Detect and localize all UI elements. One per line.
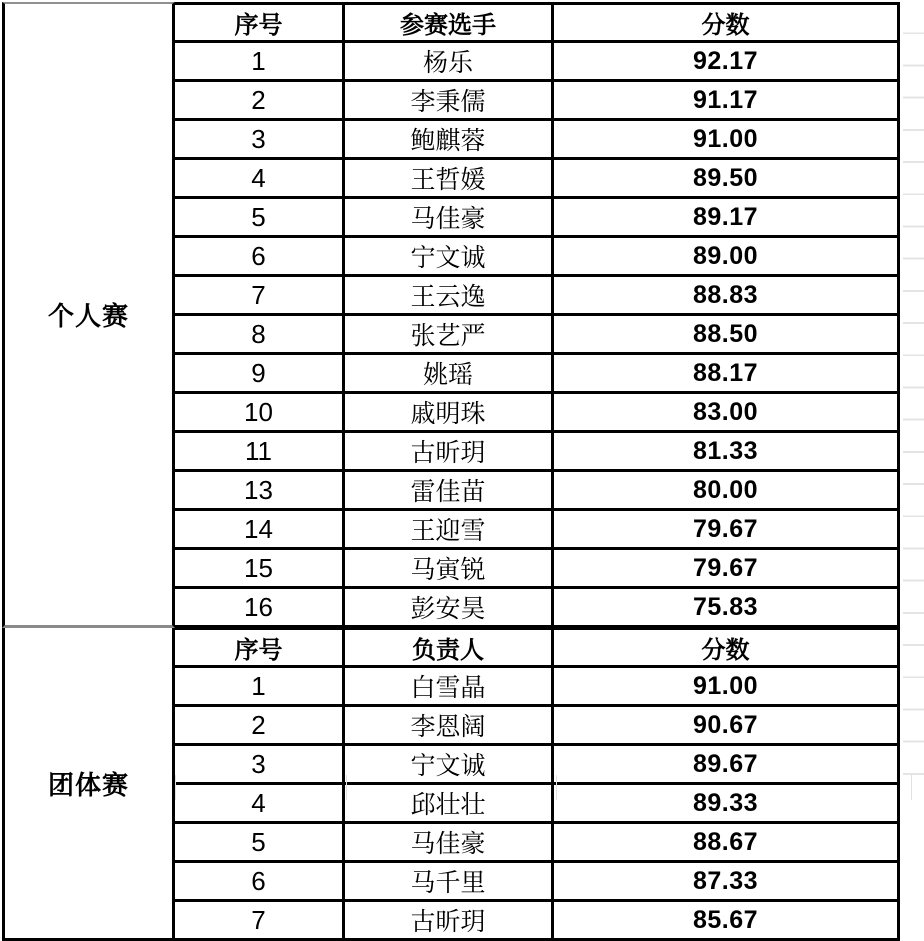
cell-no[interactable]: 11 (175, 433, 345, 472)
cell-score[interactable]: 83.00 (554, 394, 900, 433)
category-cell-individual[interactable]: 个人赛 (2, 2, 175, 628)
cell-name[interactable]: 宁文诚 (345, 238, 554, 277)
col-header-leader[interactable]: 负责人 (345, 628, 554, 668)
cell-no[interactable]: 4 (175, 785, 345, 824)
cell-no[interactable]: 13 (175, 472, 345, 511)
cell-score[interactable]: 89.33 (554, 785, 900, 824)
cell-score[interactable]: 89.50 (554, 160, 900, 199)
cell-name[interactable]: 王哲媛 (345, 160, 554, 199)
cell-no[interactable]: 6 (175, 238, 345, 277)
spreadsheet-gridlines-right (903, 2, 924, 775)
cell-name[interactable]: 张艺严 (345, 316, 554, 355)
cell-score[interactable]: 75.83 (554, 589, 900, 628)
cell-score[interactable]: 87.33 (554, 863, 900, 902)
cell-name[interactable]: 马寅锐 (345, 550, 554, 589)
cell-name[interactable]: 王迎雪 (345, 511, 554, 550)
cell-no[interactable]: 2 (175, 82, 345, 121)
col-header-no[interactable]: 序号 (175, 2, 345, 43)
col-header-score[interactable]: 分数 (554, 628, 900, 668)
cell-no[interactable]: 5 (175, 824, 345, 863)
cell-no[interactable]: 10 (175, 394, 345, 433)
cell-score[interactable]: 88.83 (554, 277, 900, 316)
cell-name[interactable]: 雷佳苗 (345, 472, 554, 511)
cell-score[interactable]: 79.67 (554, 511, 900, 550)
competition-results-table (2, 2, 900, 941)
cell-no[interactable]: 4 (175, 160, 345, 199)
cell-name[interactable]: 宁文诚 (345, 746, 554, 785)
cell-no[interactable]: 7 (175, 277, 345, 316)
cell-no[interactable]: 15 (175, 550, 345, 589)
cell-no[interactable]: 2 (175, 707, 345, 746)
cell-name[interactable]: 古昕玥 (345, 433, 554, 472)
cell-score[interactable]: 81.33 (554, 433, 900, 472)
col-header-no[interactable]: 序号 (175, 628, 345, 668)
cell-no[interactable]: 14 (175, 511, 345, 550)
cell-name[interactable]: 杨乐 (345, 43, 554, 82)
team-header-row (2, 628, 900, 668)
cell-no[interactable]: 16 (175, 589, 345, 628)
cell-name[interactable]: 马佳豪 (345, 199, 554, 238)
cell-score[interactable]: 89.17 (554, 199, 900, 238)
cell-no[interactable]: 5 (175, 199, 345, 238)
cell-no[interactable]: 1 (175, 668, 345, 707)
cell-score[interactable]: 91.00 (554, 121, 900, 160)
col-header-score[interactable]: 分数 (554, 2, 900, 43)
cell-name[interactable]: 李秉儒 (345, 82, 554, 121)
cell-name[interactable]: 古昕玥 (345, 902, 554, 941)
gridline-vertical (911, 775, 912, 800)
cell-name[interactable]: 彭安昊 (345, 589, 554, 628)
cell-name[interactable]: 王云逸 (345, 277, 554, 316)
cell-name[interactable]: 马佳豪 (345, 824, 554, 863)
cell-no[interactable]: 9 (175, 355, 345, 394)
cell-score[interactable]: 91.00 (554, 668, 900, 707)
cell-score[interactable]: 88.50 (554, 316, 900, 355)
cell-score[interactable]: 88.67 (554, 824, 900, 863)
cell-score[interactable]: 89.67 (554, 746, 900, 785)
cell-score[interactable]: 90.67 (554, 707, 900, 746)
individual-header-row (2, 2, 900, 43)
cell-score[interactable]: 88.17 (554, 355, 900, 394)
cell-no[interactable]: 8 (175, 316, 345, 355)
cell-name[interactable]: 李恩阔 (345, 707, 554, 746)
col-header-participant[interactable]: 参赛选手 (345, 2, 554, 43)
cell-name[interactable]: 鲍麒蓉 (345, 121, 554, 160)
cell-score[interactable]: 89.00 (554, 238, 900, 277)
cell-score[interactable]: 92.17 (554, 43, 900, 82)
cell-no[interactable]: 3 (175, 746, 345, 785)
cell-score[interactable]: 80.00 (554, 472, 900, 511)
cell-score[interactable]: 79.67 (554, 550, 900, 589)
gridline-vertical (175, 775, 176, 800)
cell-no[interactable]: 3 (175, 121, 345, 160)
cell-no[interactable]: 1 (175, 43, 345, 82)
cell-name[interactable]: 邱壮壮 (345, 785, 554, 824)
cell-name[interactable]: 白雪晶 (345, 668, 554, 707)
cell-no[interactable]: 7 (175, 902, 345, 941)
cell-name[interactable]: 姚瑶 (345, 355, 554, 394)
cell-score[interactable]: 91.17 (554, 82, 900, 121)
cell-name[interactable]: 马千里 (345, 863, 554, 902)
cell-name[interactable]: 戚明珠 (345, 394, 554, 433)
gridline-vertical (556, 775, 557, 800)
cell-score[interactable]: 85.67 (554, 902, 900, 941)
gridline-vertical (346, 775, 347, 800)
category-cell-team[interactable]: 团体赛 (2, 628, 175, 941)
cell-no[interactable]: 6 (175, 863, 345, 902)
